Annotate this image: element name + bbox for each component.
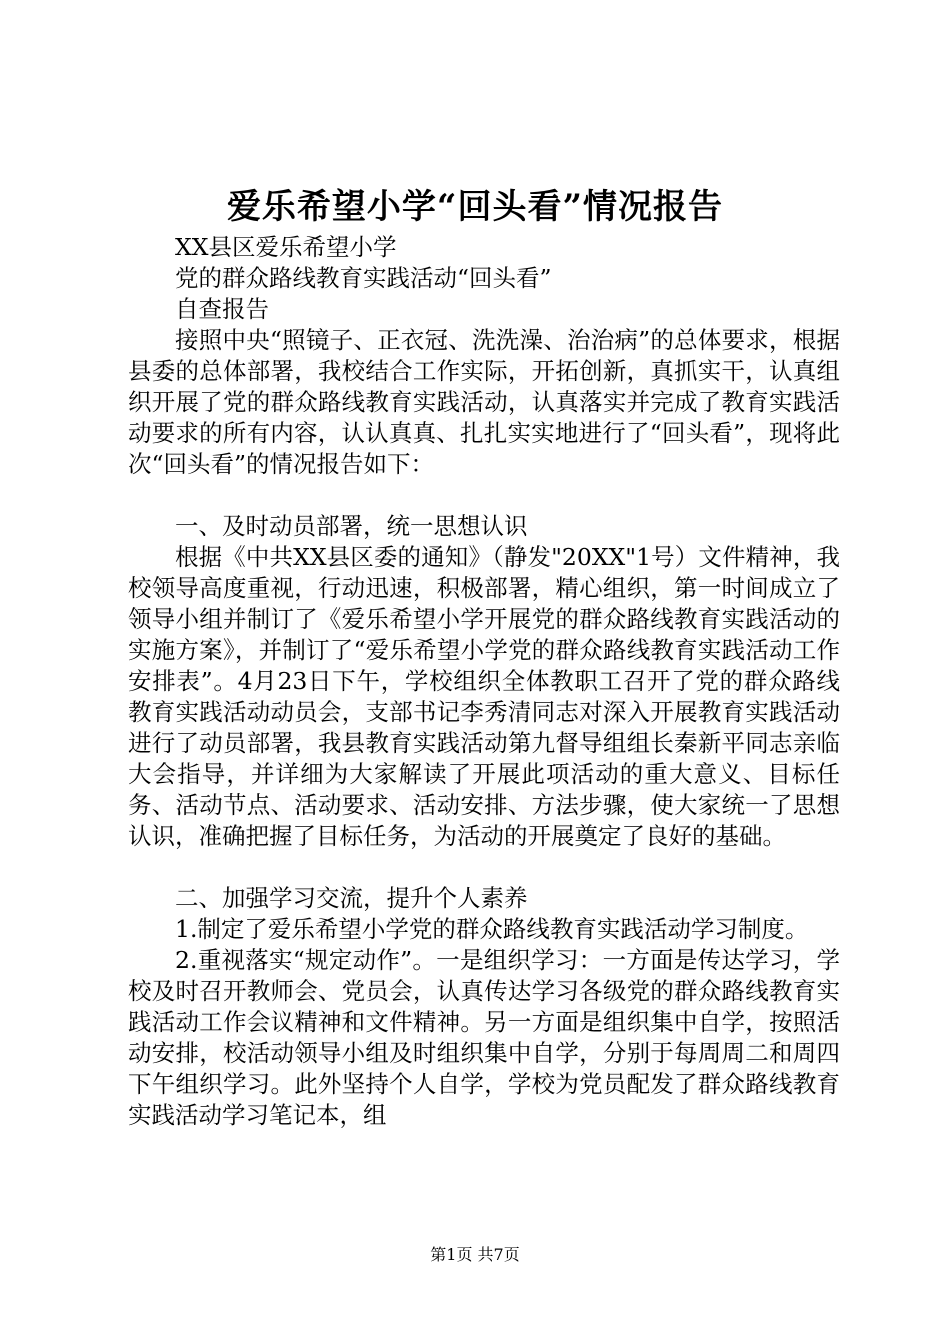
paragraph-gap [128,480,840,511]
section2-item-2: 2.重视落实“规定动作”。一是组织学习：一方面是传达学习，学校及时召开教师会、党员会，认真传达学习各级党的群众路线教育实践活动工作会议精神和文件精神。另一方面是组织集中自学，按照活动安排，校活动领导小组及时组织集中自学，分别于每周周二和周四下午组织学习。此外坚持个人自学，学校为党员配发了群众路线教育实践活动学习笔记本，组 [128,946,840,1129]
intro-paragraph: 接照中央“照镜子、正衣冠、洗洗澡、治治病”的总体要求，根据县委的总体部署，我校结合工作实际，开拓创新，真抓实干，认真组织开展了党的群众路线教育实践活动，认真落实并完成了教育实践活动要求的所有内容，认认真真、扎扎实实地进行了“回头看”，现将此次“回头看”的情况报告如下： [128,326,840,478]
section2-heading: 二、加强学习交流，提升个人素养 [175,884,528,912]
section2-item-1: 1.制定了爱乐希望小学党的群众路线教育实践活动学习制度。 [175,915,809,943]
section1-paragraph: 根据《中共XX县区委的通知》（静发"20XX"1号）文件精神，我校领导高度重视，行动迅速，积极部署，精心组织，第一时间成立了领导小组并制订了《爱乐希望小学开展党的群众路线教育实践活动的实施方案》，并制订了“爱乐希望小学党的群众路线教育实践活动工作安排表”。4月23日下午，学校组织全体教职工召开了党的群众路线教育实践活动动员会，支部书记李秀清同志对深入开展教育实践活动进行了动员部署，我县教育实践活动第九督导组组长秦新平同志亲临大会指导，并详细为大家解读了开展此项活动的重大意义、目标任务、活动节点、活动要求、活动安排、方法步骤，使大家统一了思想认识，准确把握了目标任务，为活动的开展奠定了良好的基础。 [128,543,840,850]
section1-heading: 一、及时动员部署，统一思想认识 [175,512,528,540]
document-body [128,232,840,1131]
header-line-report: 自查报告 [175,295,269,323]
header-line-school: XX县区爱乐希望小学 [175,233,397,261]
document-title: 爱乐希望小学“回头看”情况报告 [226,187,724,227]
header-line-activity: 党的群众路线教育实践活动“回头看” [175,264,552,292]
paragraph-gap [128,852,840,883]
page-number-footer: 第1页 共7页 [430,1245,520,1264]
